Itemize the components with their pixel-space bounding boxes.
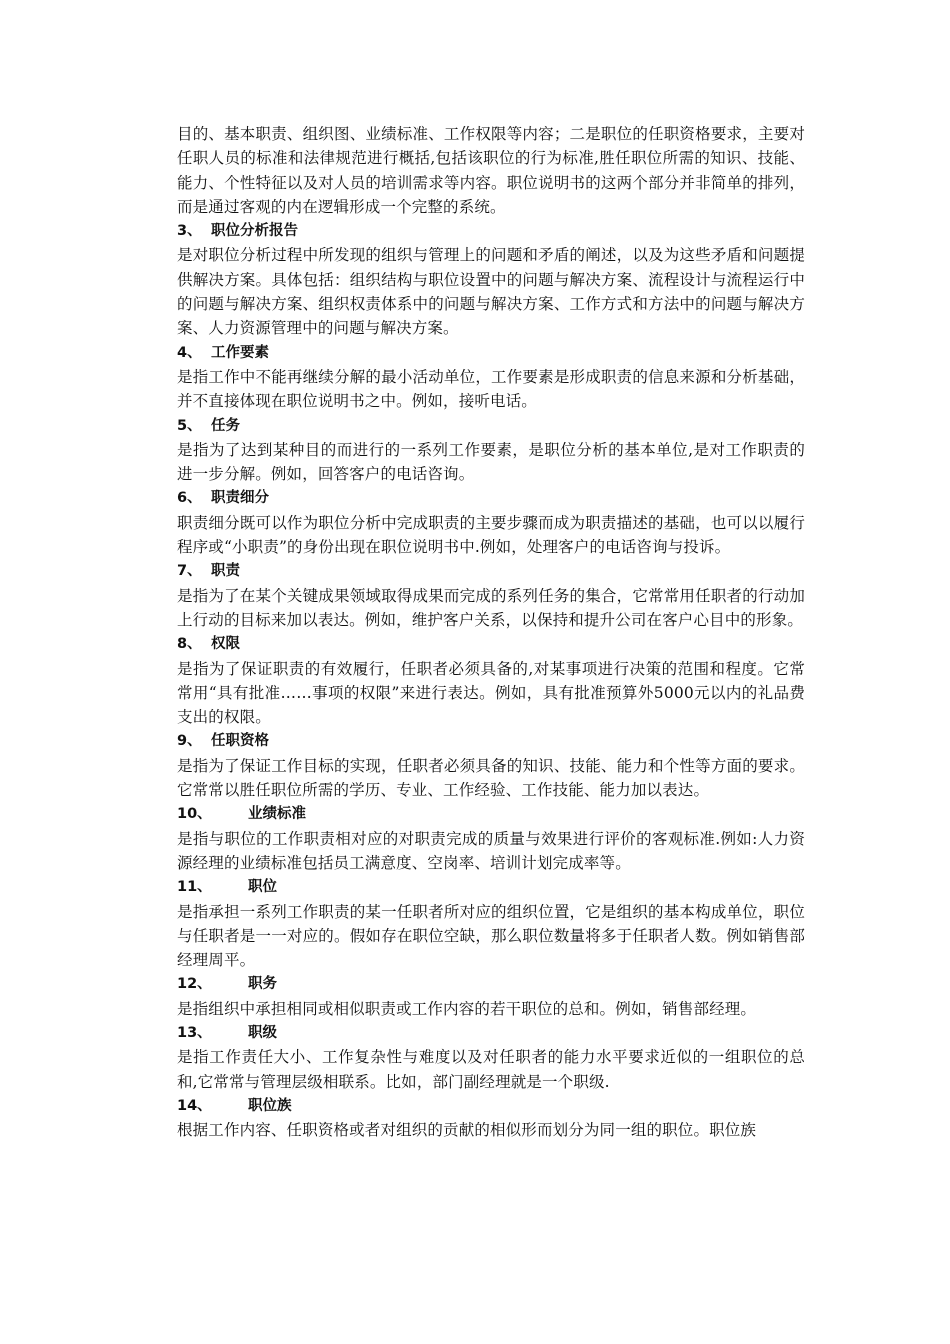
section-14 [177,1094,805,1143]
intro-paragraph: 目的、基本职责、组织图、业绩标准、工作权限等内容；二是职位的任职资格要求，主要对任职人员的标准和法律规范进行概括,包括该职位的行为标准,胜任职位所需的知识、技能、能力、个性特征以及对人员的培训需求等内容。职位说明书的这两个部分并非简单的排列，而是通过客观的内在逻辑形成一个完整的系统。 [177,125,805,216]
section-heading [177,632,805,656]
section-body: 是指工作中不能再继续分解的最小活动单位，工作要素是形成职责的信息来源和分析基础，并不直接体现在职位说明书之中。例如，接听电话。 [177,367,805,411]
section-6 [177,486,805,559]
section-title: 职务 [248,976,277,993]
section-number: 14、 [177,1097,212,1114]
section-7 [177,559,805,632]
section-heading [177,1021,805,1045]
section-number: 12、 [177,976,212,993]
section-number: 7、 [177,563,202,580]
section-8 [177,632,805,729]
section-title: 职位族 [248,1097,292,1114]
section-number: 5、 [177,417,202,434]
section-heading [177,219,805,243]
section-4 [177,341,805,414]
section-number: 11、 [177,879,212,896]
section-heading [177,972,805,996]
section-title: 任职资格 [211,733,269,750]
document-page [177,122,805,1142]
section-title: 工作要素 [211,344,269,361]
section-number: 9、 [177,733,202,750]
section-title: 职位分析报告 [211,223,298,240]
section-heading [177,1094,805,1118]
section-body: 是指为了达到某种目的而进行的一系列工作要素，是职位分析的基本单位,是对工作职责的进一步分解。例如，回答客户的电话咨询。 [177,440,805,484]
section-body: 是指为了在某个关键成果领域取得成果而完成的系列任务的集合，它常常用任职者的行动加上行动的目标来加以表达。例如，维护客户关系，以保持和提升公司在客户心目中的形象。 [177,586,805,629]
section-title: 职责 [211,563,240,580]
section-5 [177,414,805,487]
section-heading [177,729,805,753]
section-3 [177,219,805,340]
section-number: 10、 [177,806,212,823]
section-body: 根据工作内容、任职资格或者对组织的贡献的相似形而划分为同一组的职位。职位族 [177,1121,757,1140]
section-body: 职责细分既可以作为职位分析中完成职责的主要步骤而成为职责描述的基础，也可以以履行程序或“小职责”的身份出现在职位说明书中.例如，处理客户的电话咨询与投诉。 [177,513,805,557]
section-number: 6、 [177,490,202,507]
section-title: 职级 [248,1024,277,1041]
section-heading [177,802,805,826]
section-9 [177,729,805,802]
section-heading [177,341,805,365]
section-body: 是指组织中承担相同或相似职责或工作内容的若干职位的总和。例如，销售部经理。 [177,999,757,1018]
section-title: 任务 [211,417,240,434]
section-title: 职责细分 [211,490,269,507]
section-title: 职位 [248,879,277,896]
section-heading [177,414,805,438]
section-number: 13、 [177,1024,212,1041]
section-body: 是对职位分析过程中所发现的组织与管理上的问题和矛盾的阐述，以及为这些矛盾和问题提供解决方案。具体包括：组织结构与职位设置中的问题与解决方案、流程设计与流程运行中的问题与解决方案、组织权责体系中的问题与解决方案、工作方式和方法中的问题与解决方案、人力资源管理中的问题与解决方案。 [177,246,805,338]
section-13 [177,1021,805,1094]
section-title: 业绩标准 [248,806,306,823]
section-body: 是指为了保证工作目标的实现，任职者必须具备的知识、技能、能力和个性等方面的要求。它常常以胜任职位所需的学历、专业、工作经验、工作技能、能力加以表达。 [177,756,805,800]
section-number: 8、 [177,636,202,653]
section-body: 是指承担一系列工作职责的某一任职者所对应的组织位置，它是组织的基本构成单位，职位与任职者是一一对应的。假如存在职位空缺，那么职位数量将多于任职者人数。例如销售部经理周平。 [177,902,805,970]
section-body: 是指为了保证职责的有效履行，任职者必须具备的,对某事项进行决策的范围和程度。它常常用“具有批准……事项的权限”来进行表达。例如，具有批准预算外5000元以内的礼品费支出的权限。 [177,659,805,727]
section-heading [177,875,805,899]
section-body: 是指工作责任大小、工作复杂性与难度以及对任职者的能力水平要求近似的一组职位的总和,它常常与管理层级相联系。比如，部门副经理就是一个职级. [177,1048,805,1091]
section-heading [177,559,805,583]
section-heading [177,486,805,510]
section-number: 3、 [177,223,202,240]
section-title: 权限 [211,636,240,653]
section-number: 4、 [177,344,202,361]
section-10 [177,802,805,875]
section-body: 是指与职位的工作职责相对应的对职责完成的质量与效果进行评价的客观标准.例如:人力资源经理的业绩标准包括员工满意度、空岗率、培训计划完成率等。 [177,829,805,872]
section-12 [177,972,805,1021]
section-11 [177,875,805,972]
